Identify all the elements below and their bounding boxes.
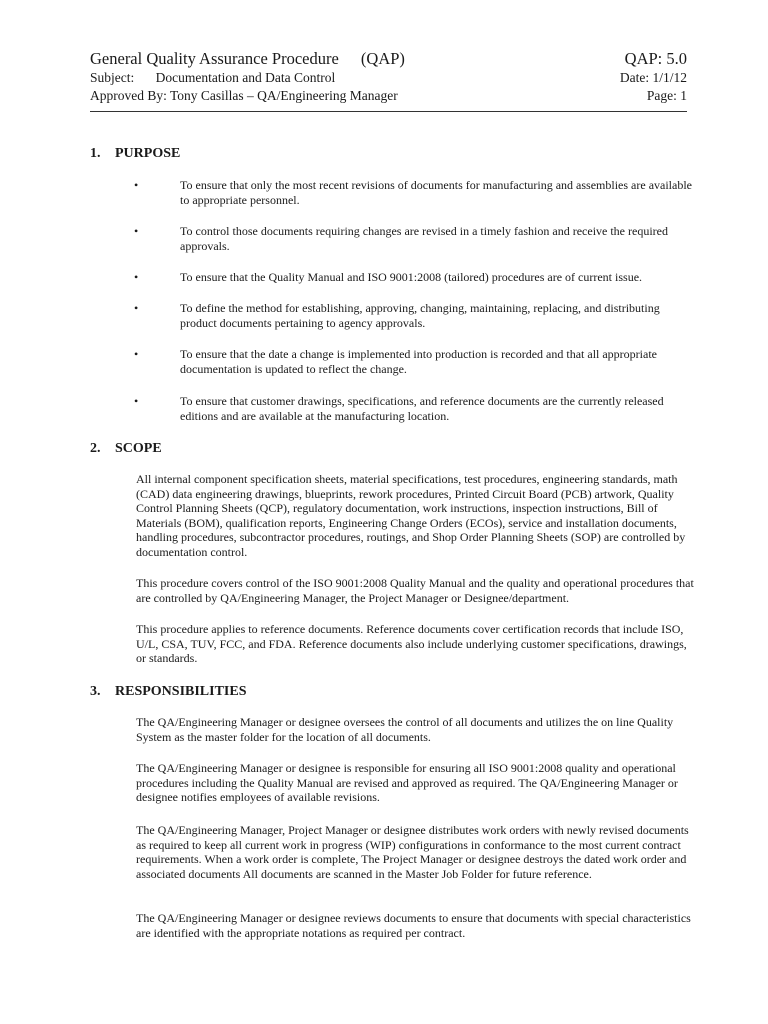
section-responsibilities-heading (90, 683, 247, 701)
document-header (90, 49, 687, 105)
section-title: SCOPE (115, 441, 162, 456)
bullet-text: To ensure that only the most recent revisions of documents for manufacturing and assemblies are available to appropriate personnel. (180, 178, 692, 207)
bullet-text: To ensure that the Quality Manual and ISO 9001:2008 (tailored) procedures are of current issue. (180, 270, 643, 284)
header-row-title (90, 49, 687, 69)
procedure-abbr: (QAP) (360, 49, 405, 68)
section-title: RESPONSIBILITIES (115, 684, 247, 699)
header-row-subject (90, 69, 687, 87)
responsibilities-paragraph-4: The QA/Engineering Manager or designee reviews documents to ensure that documents with special characteristics are identified with the appropriate notations as required per contract. (136, 911, 691, 940)
section-scope-heading (90, 440, 162, 458)
section-number: 1. (90, 146, 101, 161)
document-date: Date: 1/1/12 (619, 70, 687, 85)
qap-number: QAP: 5.0 (624, 49, 687, 68)
section-number: 3. (90, 684, 101, 699)
subject-label: Subject: (90, 70, 135, 85)
scope-paragraph-2: This procedure covers control of the ISO 9001:2008 Quality Manual and the quality and operational procedures that are controlled by QA/Engineering Manager, the Project Manager or Designee/department. (136, 576, 694, 605)
bullet-glyph: • (134, 178, 139, 192)
bullet-glyph: • (134, 301, 139, 315)
section-title: PURPOSE (115, 146, 181, 161)
bullet-text: To control those documents requiring changes are revised in a timely fashion and receive the required approvals. (180, 224, 668, 253)
bullet-text: To ensure that customer drawings, specifications, and reference documents are the currently released editions and are available at the manufacturing location. (180, 394, 664, 423)
bullet-glyph: • (134, 224, 139, 238)
page-number: Page: 1 (646, 88, 687, 103)
approved-by: Approved By: Tony Casillas – QA/Engineering Manager (90, 88, 398, 103)
scope-paragraph-1: All internal component specification sheets, material specifications, test procedures, engineering standards, math (CAD) data engineering drawings, blueprints, rework procedures, Printed Circuit Board (PCB) artwork, Quality Control Planning Sheets (QCP), regulatory documentation, work instructions, inspection instructions, Bill of Materials (BOM), qualification reports, Engineering Change Orders (ECOs), service and installation documents, handling procedures, subcontractor procedures, routings, and Shop Order Planning Sheets (SOP) are controlled by documentation control. (136, 472, 686, 559)
bullet-glyph: • (134, 394, 139, 408)
bullet-glyph: • (134, 347, 139, 361)
bullet-glyph: • (134, 270, 139, 284)
responsibilities-paragraph-1: The QA/Engineering Manager or designee oversees the control of all documents and utilizes the on line Quality System as the master folder for the location of all documents. (136, 715, 674, 744)
procedure-title: General Quality Assurance Procedure (90, 49, 339, 68)
scope-paragraph-3: This procedure applies to reference documents. Reference documents cover certification records that include ISO, U/L, CSA, TUV, FCC, and FDA. Reference documents also include underlying customer specifications, drawings, or standards. (136, 622, 687, 666)
header-divider (90, 111, 687, 112)
header-row-approval (90, 87, 687, 105)
bullet-text: To ensure that the date a change is implemented into production is recorded and that all appropriate documentation is updated to reflect the change. (180, 347, 657, 376)
responsibilities-paragraph-2: The QA/Engineering Manager or designee is responsible for ensuring all ISO 9001:2008 quality and operational procedures including the Quality Manual are revised and approved as required. The QA/Engineering Manager or designee notifies employees of available revisions. (136, 761, 678, 805)
section-purpose-heading (90, 145, 180, 163)
section-number: 2. (90, 441, 101, 456)
responsibilities-paragraph-3: The QA/Engineering Manager, Project Manager or designee distributes work orders with newly revised documents as required to keep all current work in progress (WIP) configurations in conformance to the most current contract requirements. When a work order is complete, The Project Manager or designee destroys the dated work order and associated documents All documents are scanned in the Master Job Folder for future reference. (136, 823, 689, 881)
subject-value: Documentation and Data Control (155, 70, 336, 85)
bullet-text: To define the method for establishing, approving, changing, maintaining, replacing, and distributing product documents pertaining to agency approvals. (180, 301, 660, 330)
